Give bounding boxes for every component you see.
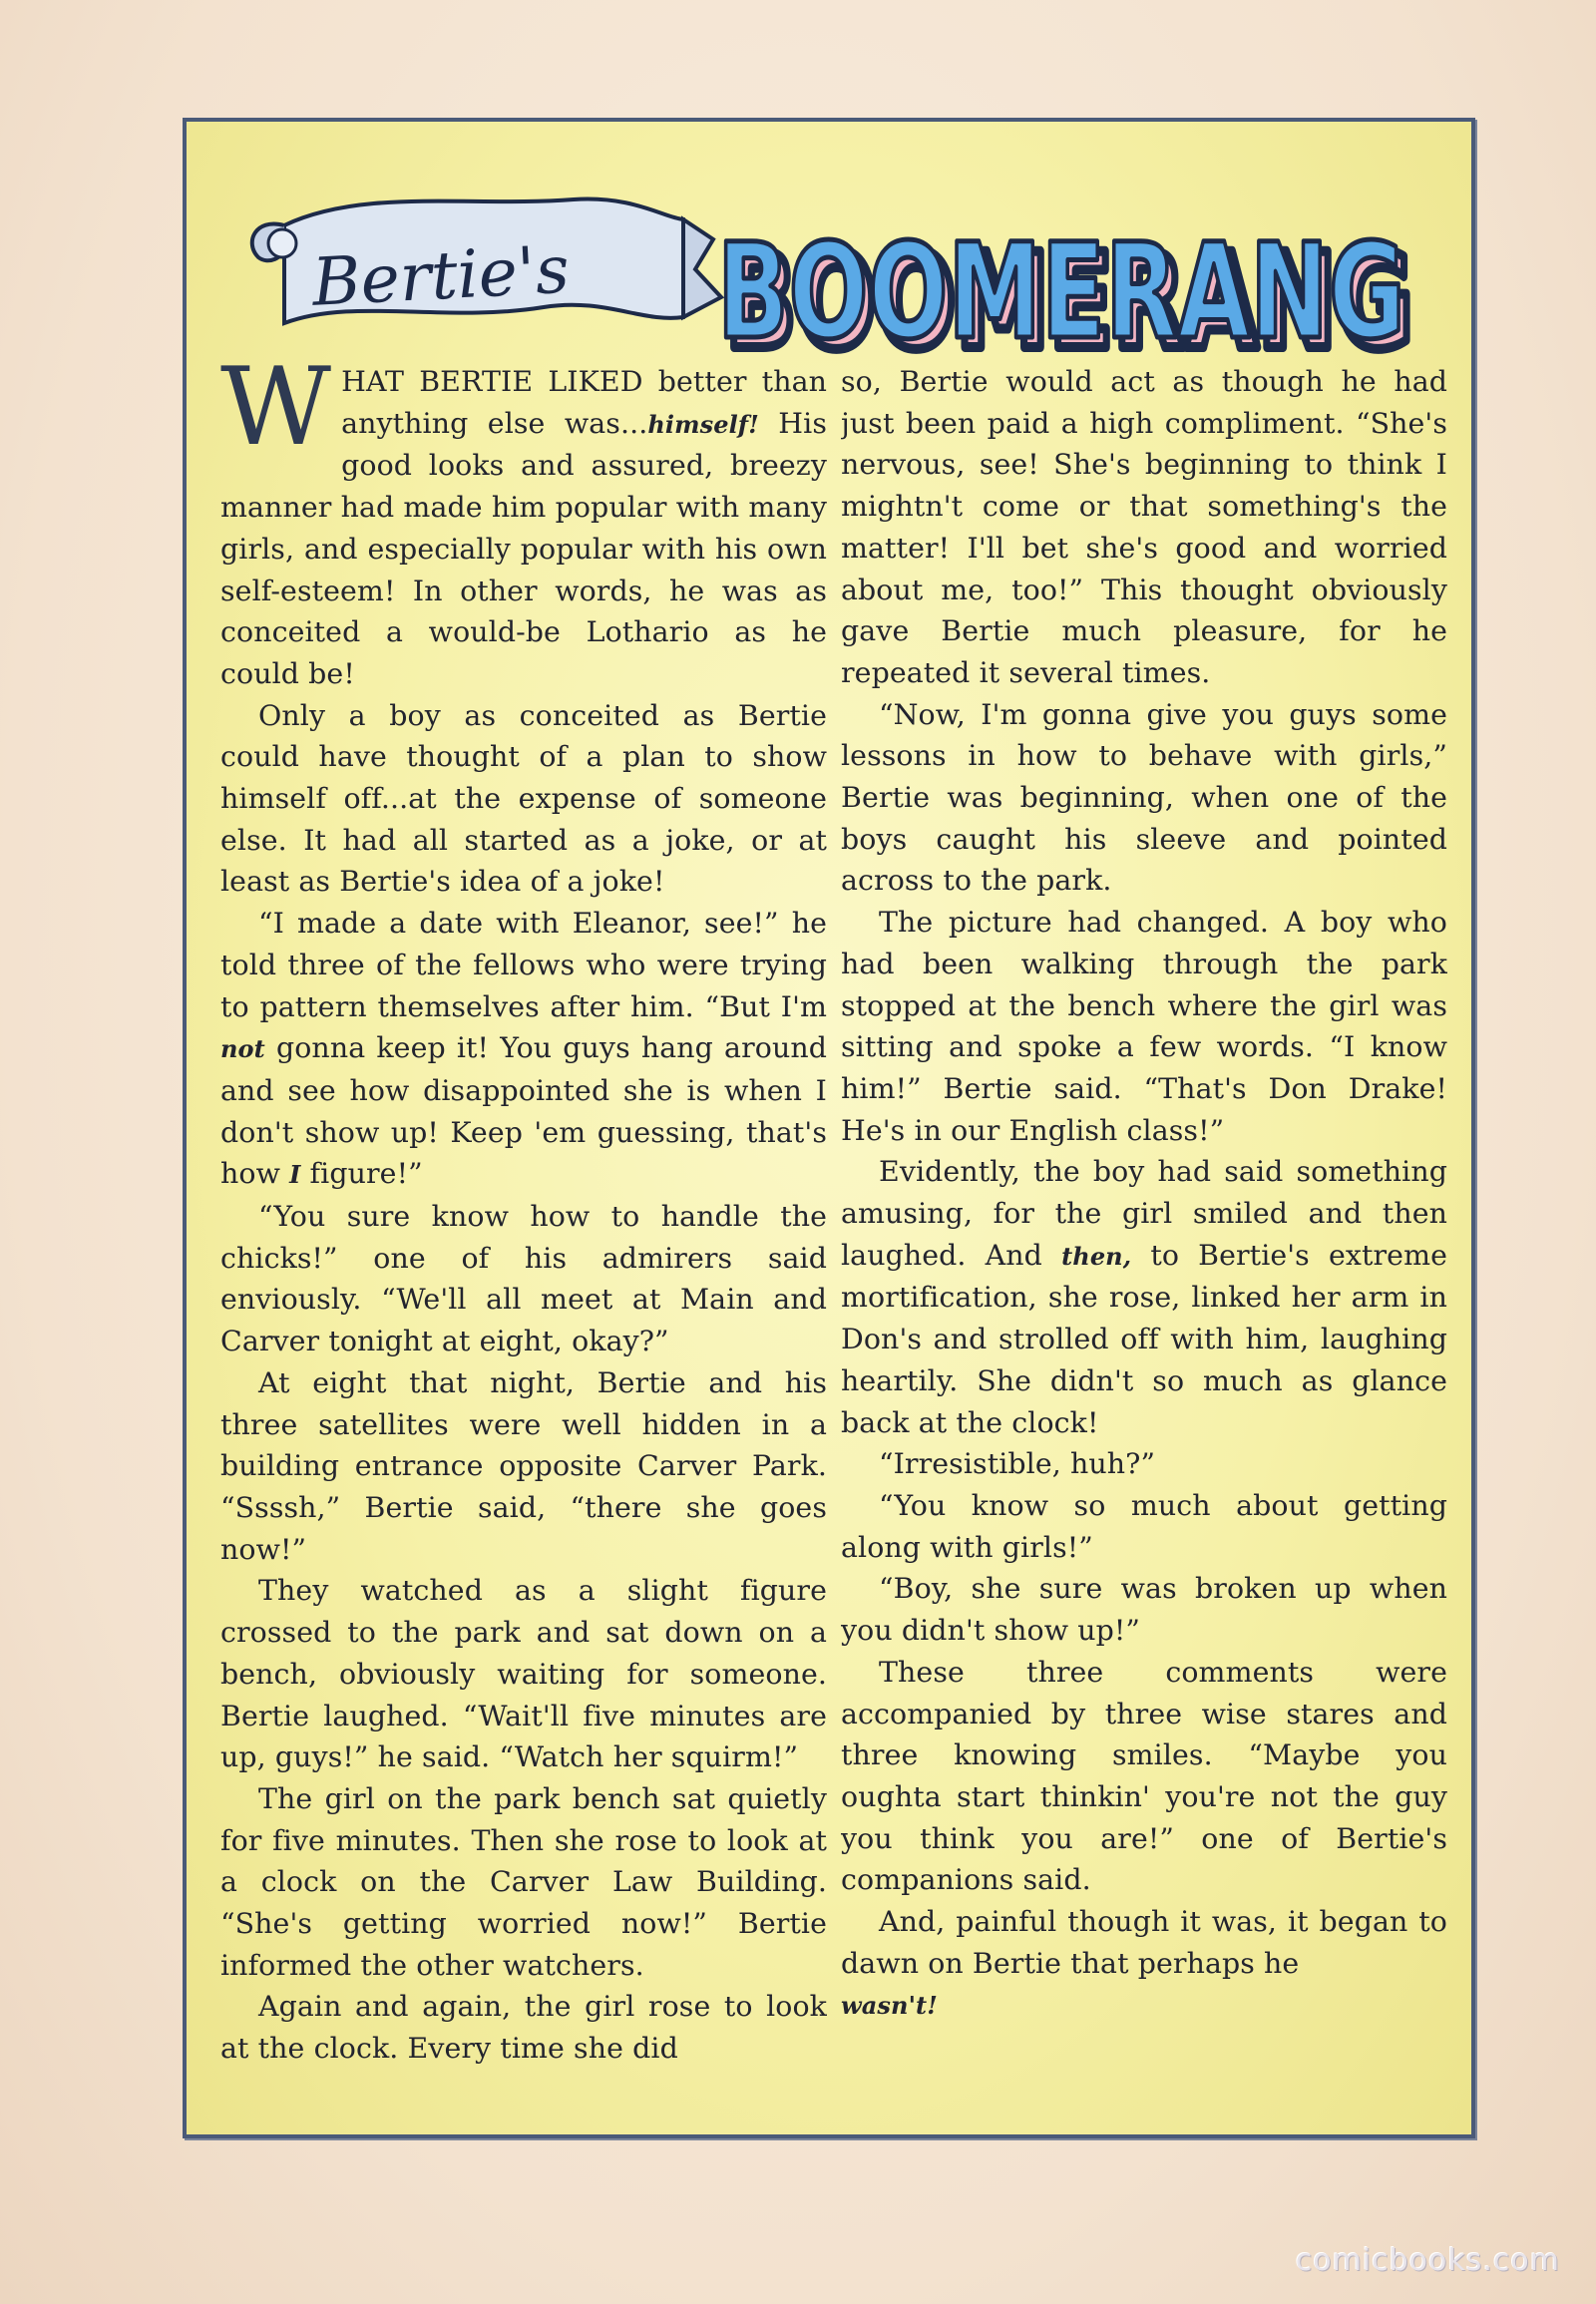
paragraph bbox=[841, 1901, 1447, 2027]
story-header bbox=[244, 148, 1431, 387]
paragraph: Again and again, the girl rose to look at the clock. Every time she did bbox=[220, 1990, 827, 2066]
text-run: Evidently, the boy had said something amusing, for the girl smiled and then laughed. And bbox=[841, 1155, 1447, 1272]
paragraph bbox=[220, 361, 827, 695]
paragraph: “Irresistible, huh?” bbox=[879, 1447, 1156, 1481]
text-run: gonna keep it! You guys hang around and see how disappointed she is when I don't show up! Keep 'em guessing, that's how bbox=[220, 1031, 827, 1191]
paragraph: These three comments were accompanied by three wise stares and three knowing smiles. “Maybe you oughta start thinkin' you're not the guy you think you are!” one of Bertie's companions said. bbox=[841, 1655, 1447, 1897]
paragraph: The picture had changed. A boy who had been walking through the park stopped at the bench where the girl was sitting and spoke a few words. “I know him!” Bertie said. “That's Don Drake! He's in our English class!” bbox=[841, 906, 1447, 1147]
emphasis: then, bbox=[1061, 1241, 1132, 1271]
text-run: to Bertie's extreme mortification, she rose, linked her arm in Don's and strolled off with him, laughing heartily. She didn't so much as glance back at the clock! bbox=[841, 1238, 1447, 1439]
paragraph bbox=[841, 1151, 1447, 1443]
watermark: comicbooks.com bbox=[1295, 2243, 1560, 2278]
paragraph: “You sure know how to handle the chicks!” one of his admirers said enviously. “We'll all meet at Main and Carver tonight at eight, okay?” bbox=[220, 1200, 827, 1358]
paragraph: “You know so much about getting along with girls!” bbox=[841, 1488, 1447, 1564]
title-block-shadow: BOOMERANG bbox=[725, 225, 1413, 379]
emphasis: I bbox=[289, 1160, 301, 1190]
title-block: BOOMERANG bbox=[717, 215, 1405, 369]
paragraph: They watched as a slight figure crossed to the park and sat down on a bench, obviously waiting for someone. Bertie laughed. “Wait'll five minutes are up, guys!” he said. “Watch her squirm!” bbox=[220, 1574, 827, 1774]
title-banner bbox=[244, 148, 1431, 387]
drop-cap: W bbox=[220, 361, 332, 470]
paragraph: The girl on the park bench sat quietly for five minutes. Then she rose to look at a clock on the Carver Law Building. “She's getting worried now!” Bertie informed the other watchers. bbox=[220, 1781, 827, 1982]
right-column bbox=[841, 361, 1447, 2136]
story-columns bbox=[220, 361, 1447, 2136]
text-run: And, painful though it was, it began to dawn on Bertie that perhaps he bbox=[841, 1905, 1447, 1980]
paragraph: so, Bertie would act as though he had just been paid a high compliment. “She's nervous, see! She's beginning to think I mightn't come or that something's the matter! I'll bet she's good and worried about me, too!” This thought obviously gave Bertie much pleasure, for he repeated it several times. bbox=[841, 365, 1447, 689]
text-run: figure!” bbox=[300, 1157, 423, 1191]
emphasis: himself! bbox=[647, 409, 759, 439]
text-run: “I made a date with Eleanor, see!” he told three of the fellows who were trying to pattern themselves after him. “But I'm bbox=[220, 907, 827, 1023]
story-panel bbox=[183, 118, 1475, 2138]
title-script: Bertie's bbox=[310, 230, 572, 321]
text-run: His good looks and assured, breezy manner had made him popular with many girls, and especially popular with his own self-esteem! In other words, he was as conceited a would-be Lothario as he could be! bbox=[220, 406, 827, 690]
paragraph: Only a boy as conceited as Bertie could have thought of a plan to show himself off...at the expense of someone else. It had all started as a joke, or at least as Bertie's idea of a joke! bbox=[220, 698, 827, 899]
paragraph: “Boy, she sure was broken up when you didn't show up!” bbox=[841, 1572, 1447, 1648]
paragraph: At eight that night, Bertie and his three satellites were well hidden in a building entrance opposite Carver Park. “Ssssh,” Bertie said, “there she goes now!” bbox=[220, 1365, 827, 1566]
paragraph bbox=[220, 903, 827, 1196]
emphasis: not bbox=[220, 1034, 265, 1064]
emphasis: wasn't! bbox=[841, 1991, 938, 2021]
paragraph: “Now, I'm gonna give you guys some lessons in how to behave with girls,” Bertie was beginning, when one of the boys caught his sleeve and pointed across to the park. bbox=[841, 697, 1447, 898]
text-run: HAT BERTIE LIKED better than anything else was... bbox=[341, 365, 827, 440]
left-column bbox=[220, 361, 827, 2136]
